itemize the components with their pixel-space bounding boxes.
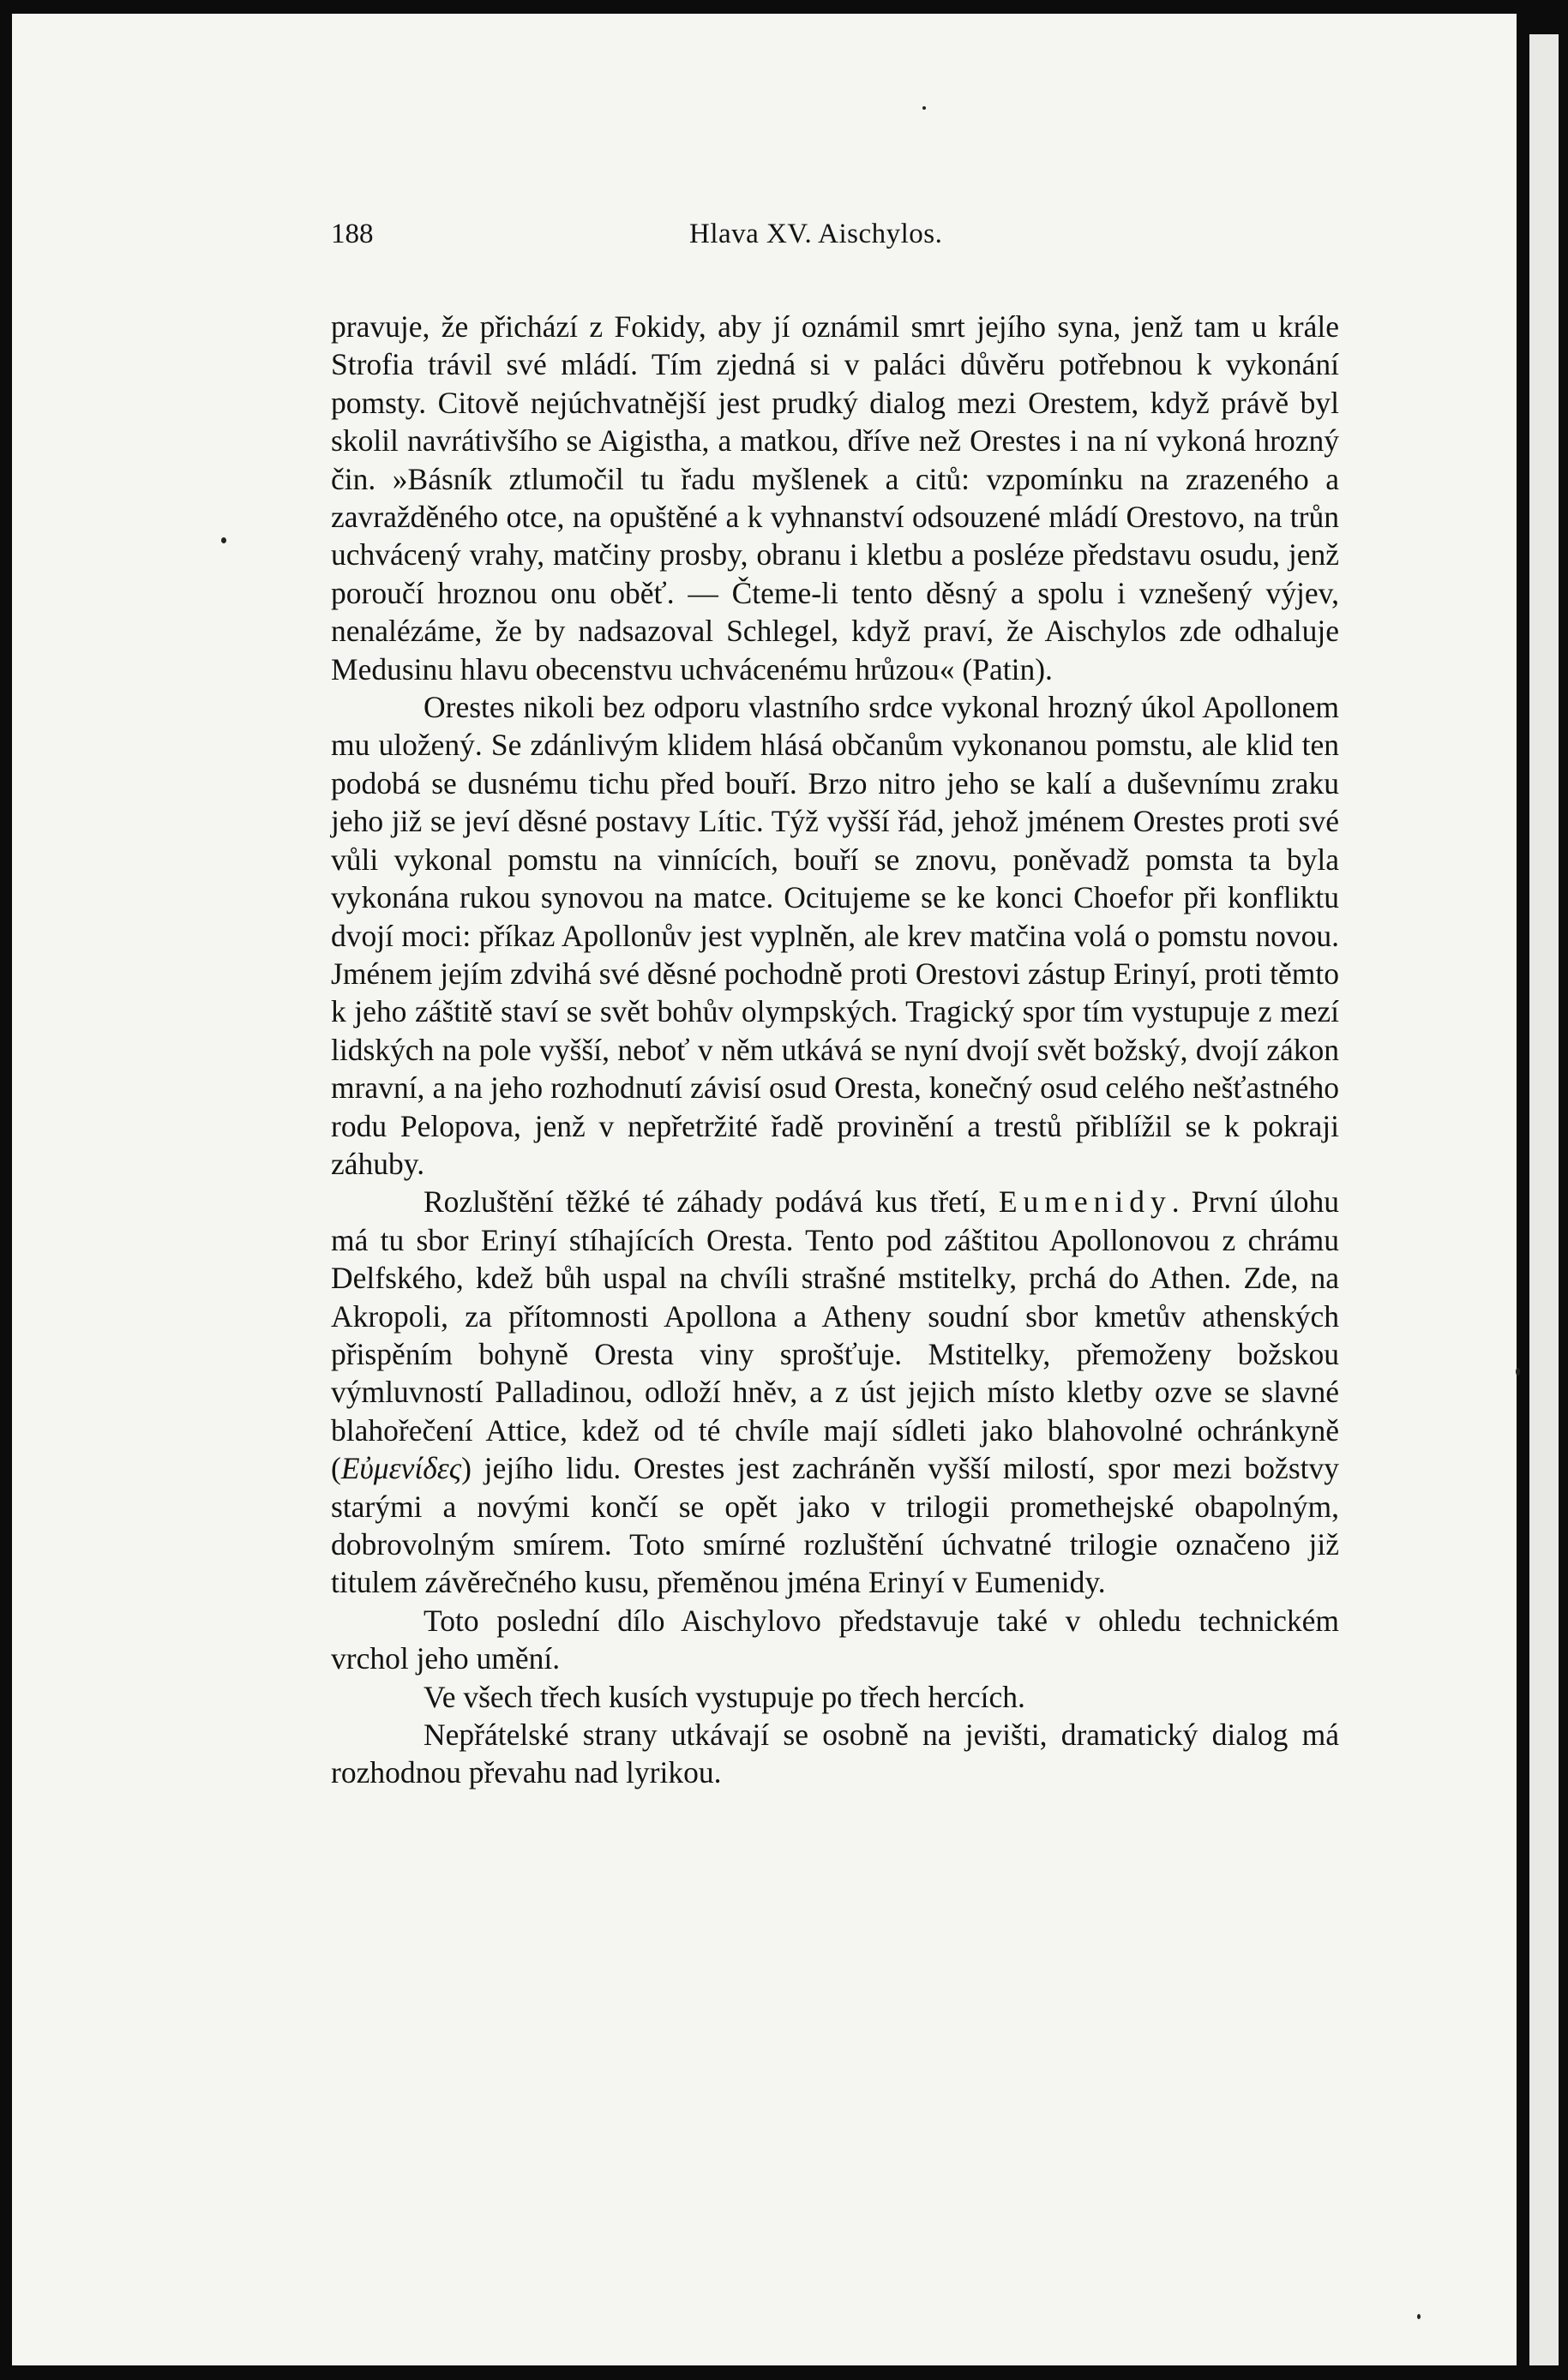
paragraph-text: Rozluštění těžké té záhady podává kus třetí,	[424, 1184, 999, 1220]
running-title: Hlava XV. Aischylos.	[689, 219, 943, 249]
paragraph-orestes: Orestes nikoli bez odporu vlastního srdce vykonal hrozný úkol Apollonem mu uložený. Se zdánlivým klidem hlásá občanům vykonanou pomstu, ale klid ten podobá se dusnému tichu před bouří. Brzo nitro jeho se kalí a duševnímu zraku jeho již se jeví děsné postavy Lític. Týž vyšší řád, jehož jménem Orestes proti své vůli vykonal pomstu na vinnících, bouří se znovu, poněvadž pomsta ta byla vykonána rukou synovou na matce. Ocitujeme se ke konci Choefor při konfliktu dvojí moci: příkaz Apollonův jest vyplněn, ale krev matčina volá o pomstu novou. Jménem jejím zdvihá své děsné pochodně proti Orestovi zástup Erinyí, proti těmto k jeho záštitě staví se svět bohův olympských. Tragický spor tím vystupuje z mezí lidských na pole vyšší, neboť v něm utkává se nyní dvojí svět božský, dvojí zákon mravní, a na jeho rozhodnutí závisí osud Oresta, konečný osud celého nešťastného rodu Pelopova, jenž v nepřetržité řadě provinění a trestů přiblížil se k pokraji záhuby.	[331, 690, 1339, 1181]
scan-speck	[922, 106, 926, 110]
play-title-spaced: Eumenidy	[998, 1184, 1172, 1220]
scan-speck	[221, 537, 226, 543]
paragraph-continued: pravuje, že přichází z Fokidy, aby jí oznámil smrt jejího syna, jenž tam u krále Strofia trávil své mládí. Tím zjedná si v paláci důvěru potřebnou k vykonání pomsty. Citově nejúchvatnější jest prudký dialog mezi Orestem, když právě byl skolil navrátivšího se Aigistha, a matkou, dříve než Orestes i na ní vykoná hrozný čin. »Básník ztlumočil tu řadu myšlenek a citů: vzpomínku na zrazeného a zavražděného otce, na opuštěné a k vyhnanství odsouzené mládí Orestovo, na trůn uchvácený vrahy, matčiny prosby, obranu i kletbu a posléze představu osudu, jenž poroučí hroznou onu oběť. — Čteme-li tento děsný a spolu i vznešený výjev, nenalézáme, že by nadsazoval Schlegel, když praví, že Aischylos zde odhaluje Medusinu hlavu obecenstvu uchvácenému hrůzou« (Patin).	[331, 309, 1339, 686]
paragraph-dialog: Nepřátelské strany utkávají se osobně na jevišti, dramatický dialog má rozhodnou převahu nad lyrikou.	[331, 1718, 1339, 1790]
paragraph-actors: Ve všech třech kusích vystupuje po třech hercích.	[424, 1679, 1025, 1714]
book-page	[331, 219, 1339, 1792]
greek-word: Εὐμενίδες	[340, 1451, 462, 1486]
adjacent-page-edge	[1529, 34, 1559, 2365]
running-header	[331, 219, 1339, 263]
paragraph-eumenides	[331, 1183, 1339, 1601]
scan-border-top	[0, 0, 1568, 14]
scan-border-bottom	[0, 2365, 1568, 2380]
paragraph-text: . První úlohu má tu sbor Erinyí stíhajících Oresta. Tento pod záštitou Apollonovou z chrámu Delfského, kdež bůh uspal na chvíli strašné mstitelky, prchá do Athen. Zde, na Akropoli, za přítomnosti Apollona a Atheny soudní sbor kmetův athenských přispěním bohyně Oresta viny sprošťuje. Mstitelky, přemoženy božskou výmluvností Palladinou, odloží hněv, a z úst jejich místo kletby ozve se slavné blahořečení Attice, kdež od té chvíle mají sídleti jako blahovolné ochránkyně (	[331, 1184, 1339, 1486]
paragraph-text: ) jejího lidu. Orestes jest zachráněn vyšší milostí, spor mezi božstvy starými a novými končí se opět jako v trilogii promethejské obapolným, dobrovolným smírem. Toto smírné rozluštění úchvatné trilogie označeno již titulem závěrečného kusu, přeměnou jména Erinyí v Eumenidy.	[331, 1451, 1339, 1600]
scan-speck	[1417, 2314, 1421, 2319]
body-text	[331, 308, 1339, 1792]
scan-border-left	[0, 0, 12, 2380]
scan-speck	[1516, 1368, 1520, 1376]
paragraph-technique: Toto poslední dílo Aischylovo představuje také v ohledu technickém vrchol jeho umění.	[331, 1603, 1339, 1676]
page-number: 188	[331, 219, 374, 249]
